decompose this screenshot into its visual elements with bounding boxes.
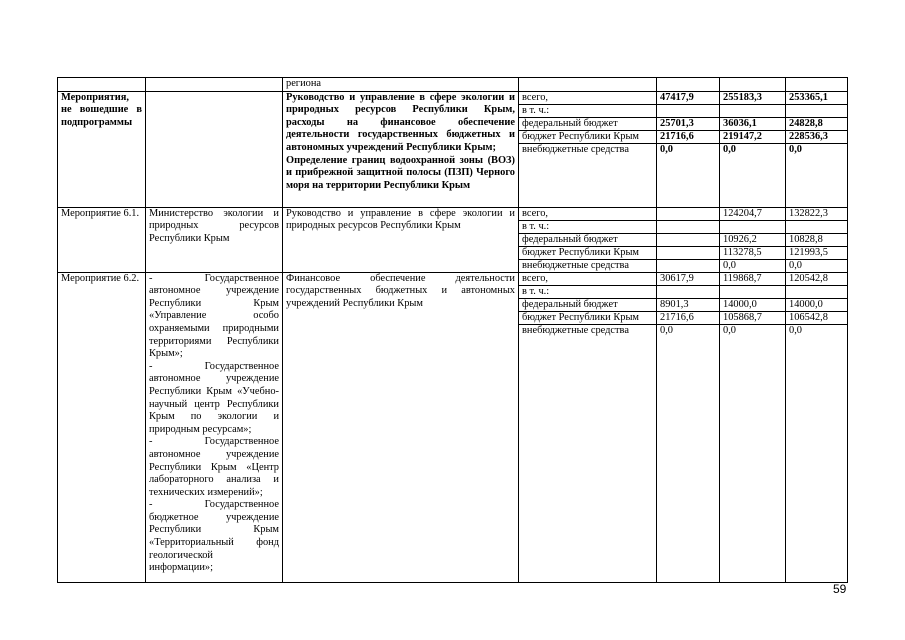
year-col-3	[786, 91, 848, 207]
value-cell: 0,0	[660, 324, 673, 336]
value-cell: 106542,8	[786, 312, 847, 325]
value-cell	[786, 105, 847, 118]
executor-line: - Государственное автономное учреждение Республики Крым «Центр лабораторного анализа и технических измерений»;	[149, 436, 279, 498]
value-cell: 124204,7	[720, 208, 785, 221]
value-cell	[657, 247, 719, 260]
activity-name: Мероприятие 6.2.	[58, 272, 146, 582]
executor-cell	[146, 91, 283, 207]
value-cell: 10828,8	[786, 234, 847, 247]
value-cell: 0,0	[723, 259, 736, 271]
activity-name: Мероприятия, не вошедшие в подпрограммы	[58, 91, 146, 207]
source-federal: федеральный бюджет	[519, 118, 656, 131]
year-col-3	[786, 272, 848, 582]
value-cell	[657, 286, 719, 299]
table-row	[58, 78, 848, 92]
source-extrabudget: внебюджетные средства	[522, 324, 629, 336]
description-line: Определение границ водоохранной зоны (ВОЗ) и прибрежной защитной полосы (ПЗП) Черного моря на территории Республики Крым	[286, 154, 515, 191]
description-cell: Руководство и управление в сфере экологии и природных ресурсов Республики Крым	[283, 207, 519, 272]
value-cell: 0,0	[660, 143, 673, 155]
value-cell	[786, 221, 847, 234]
year-col-2	[720, 207, 786, 272]
source-extrabudget: внебюджетные средства	[522, 259, 629, 271]
value-cell: 14000,0	[786, 299, 847, 312]
value-cell	[786, 286, 847, 299]
funding-sources	[519, 272, 657, 582]
value-cell: 121993,5	[786, 247, 847, 260]
table-row	[58, 272, 848, 582]
source-regional: бюджет Республики Крым	[519, 247, 656, 260]
value-cell: 21716,6	[657, 131, 719, 144]
page-number: 59	[833, 582, 847, 596]
value-cell: 0,0	[789, 259, 802, 271]
value-cell: 30617,9	[657, 273, 719, 286]
funding-sources	[519, 91, 657, 207]
executor-cell: Министерство экологии и природных ресурсов Республики Крым	[146, 207, 283, 272]
source-regional: бюджет Республики Крым	[519, 312, 656, 325]
value-cell	[720, 286, 785, 299]
budget-table	[57, 77, 848, 583]
value-cell: 10926,2	[720, 234, 785, 247]
value-cell: 0,0	[723, 143, 736, 155]
value-cell: 24828,8	[786, 118, 847, 131]
activity-name: Мероприятие 6.1.	[58, 207, 146, 272]
year-col-1	[657, 91, 720, 207]
value-cell	[657, 208, 719, 221]
source-including: в т. ч.:	[519, 286, 656, 299]
value-cell	[657, 221, 719, 234]
value-cell: 120542,8	[786, 273, 847, 286]
value-cell: 8901,3	[657, 299, 719, 312]
value-cell: 105868,7	[720, 312, 785, 325]
value-cell	[720, 221, 785, 234]
source-federal: федеральный бюджет	[519, 299, 656, 312]
source-including: в т. ч.:	[519, 221, 656, 234]
year-col-2	[720, 91, 786, 207]
value-cell: 0,0	[723, 324, 736, 336]
value-cell: 21716,6	[657, 312, 719, 325]
year-col-2	[720, 272, 786, 582]
value-cell: 0,0	[789, 324, 802, 336]
year-col-1	[657, 272, 720, 582]
value-cell	[720, 105, 785, 118]
table-row	[58, 207, 848, 272]
cell-text: региона	[283, 78, 519, 92]
value-cell: 253365,1	[786, 92, 847, 105]
description-cell	[283, 91, 519, 207]
value-cell: 36036,1	[720, 118, 785, 131]
value-cell: 25701,3	[657, 118, 719, 131]
year-col-3	[786, 207, 848, 272]
executor-line: - Государственное бюджетное учреждение Республики Крым «Территориальный фонд геологической информации»;	[149, 499, 279, 574]
value-cell: 132822,3	[786, 208, 847, 221]
executor-line: - Государственное автономное учреждение Республики Крым «Учебно-научный центр Республики Крым по экологии и природным ресурсам»;	[149, 360, 279, 435]
year-col-1	[657, 207, 720, 272]
table-row	[58, 91, 848, 207]
value-cell: 113278,5	[720, 247, 785, 260]
source-total: всего,	[519, 273, 656, 286]
value-cell: 14000,0	[720, 299, 785, 312]
value-cell: 219147,2	[720, 131, 785, 144]
description-cell: Финансовое обеспечение деятельности государственных бюджетных и автономных учреждений Республики Крым	[283, 272, 519, 582]
value-cell	[657, 260, 719, 272]
value-cell: 47417,9	[657, 92, 719, 105]
source-including: в т. ч.:	[519, 105, 656, 118]
executor-cell	[146, 272, 283, 582]
funding-sources	[519, 207, 657, 272]
source-regional: бюджет Республики Крым	[519, 131, 656, 144]
value-cell: 228536,3	[786, 131, 847, 144]
source-extrabudget: внебюджетные средства	[522, 143, 629, 155]
source-federal: федеральный бюджет	[519, 234, 656, 247]
value-cell	[657, 105, 719, 118]
value-cell	[657, 234, 719, 247]
source-total: всего,	[519, 92, 656, 105]
value-cell: 255183,3	[720, 92, 785, 105]
value-cell: 119868,7	[720, 273, 785, 286]
value-cell: 0,0	[789, 143, 802, 155]
description-line: Руководство и управление в сфере экологии и природных ресурсов Республики Крым, расходы на финансовое обеспечение деятельности государственных бюджетных и автономных учреждений Республики Крым;	[286, 91, 515, 153]
source-total: всего,	[519, 208, 656, 221]
executor-line: - Государственное автономное учреждение Республики Крым «Управление особо охраняемыми природными территориями Республики Крым»;	[149, 272, 279, 360]
